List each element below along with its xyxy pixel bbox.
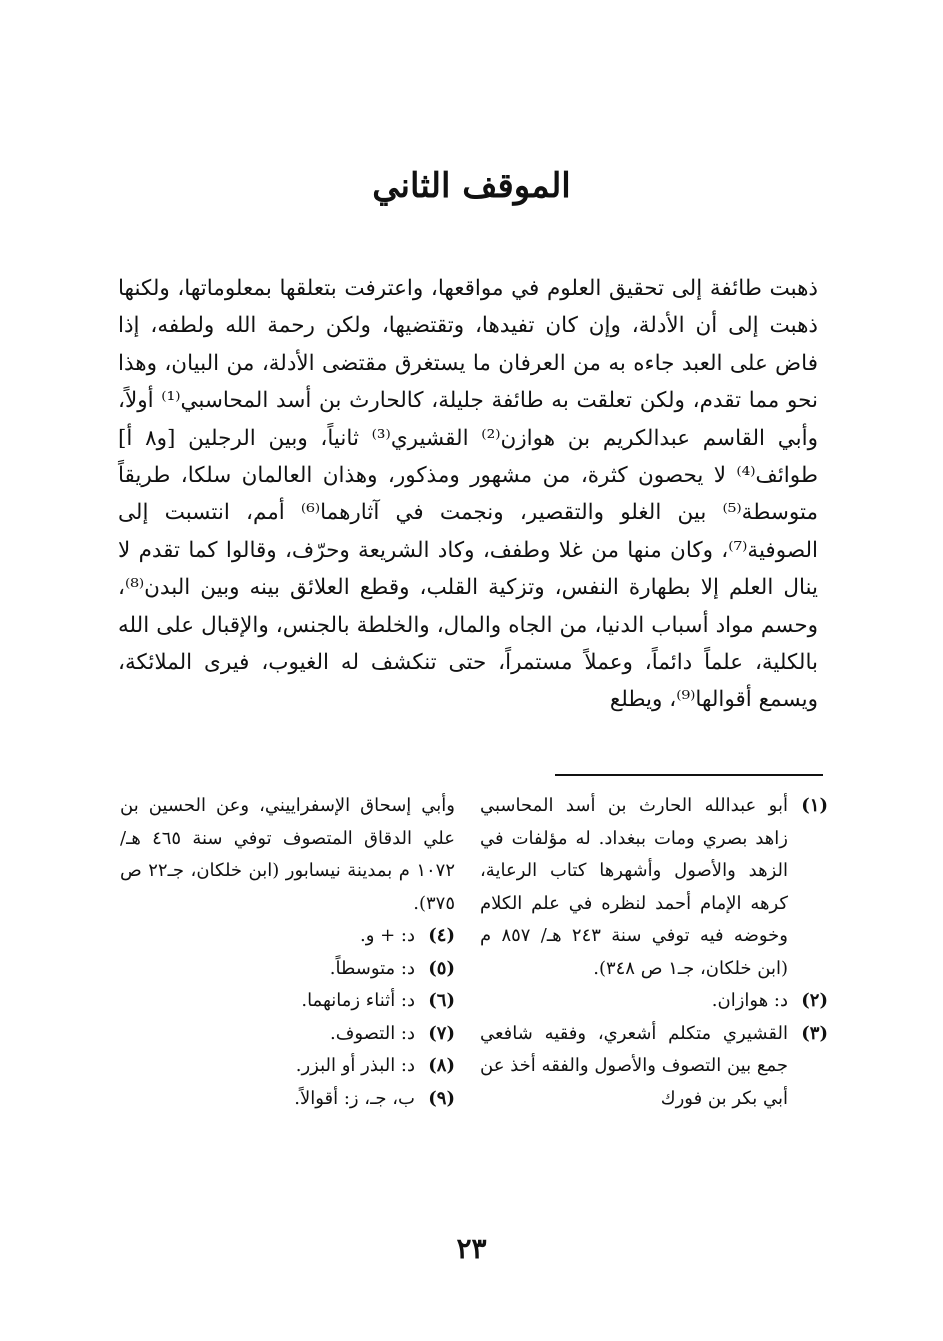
footnote-number: (١) [801, 795, 828, 816]
footnote-text: د: متوسطاً. [329, 957, 415, 979]
footnote-1 [480, 790, 828, 985]
footnote-number: (٢) [801, 990, 828, 1011]
footnote-number: (٦) [428, 990, 455, 1011]
page-number: ٢٣ [456, 1232, 487, 1265]
main-text [118, 270, 818, 719]
footnote-3-continuation: وأبي إسحاق الإسفراييني، وعن الحسين بن علي الدقاق المتصوف توفي سنة ٤٦٥ هـ/ ١٠٧٢ م بمدينة نيسابور (ابن خلكان، جـ٢٢ ص ٣٧٥). [120, 795, 456, 914]
footnote-text: د: هوازان. [711, 990, 788, 1011]
footnote-text: د: + و. [359, 925, 415, 946]
footnote-9 [120, 1083, 455, 1116]
main-paragraph: ذهبت طائفة إلى تحقيق العلوم في مواقعها، واعترفت بتعلقها بمعلوماتها، ولكنها ذهبت إلى أن الأدلة، وإن كان تفيدها، وتقتضيها، ولكن رحمة الله ولطفه، إذا فاض على العبد جاءه به من العرفان ما يستغرق مقتضى الأدلة، من البيان، وهذا نحو مما تقدم، ولكن تعلقت به طائفة جليلة، كالحارث بن أسد المحاسبي⁽¹⁾ أولاً، وأبي القاسم عبدالكريم بن هوازن⁽²⁾ القشيري⁽³⁾ ثانياً، وبين الرجلين [و٨ أ] طوائف⁽⁴⁾ لا يحصون كثرة، من مشهور ومذكور، وهذان العالمان سلكا، طريقاً متوسطة⁽⁵⁾ بين الغلو والتقصير، ونجمت في آثارهما⁽⁶⁾ أمم، انتسبت إلى الصوفية⁽⁷⁾، وكان منها من غلا وطفف، وكاد الشريعة وحرّف، وقالوا كما تقدم لا ينال العلم إلا بطهارة النفس، وتزكية القلب، وقطع العلائق بينه وبين البدن⁽⁸⁾، وحسم مواد أسباب الدنيا، من الجاه والمال، والخلطة بالجنس، والإقبال على الله بالكلية، علماً دائماً، وعملاً مستمراً، حتى تنكشف له الغيوب، فيرى الملائكة، ويسمع أقوالها⁽⁹⁾، ويطلع [118, 276, 819, 713]
footnote-4 [120, 920, 455, 953]
footnote-5 [120, 953, 455, 986]
footnote-number: (٥) [428, 957, 455, 979]
section-title: الموقف الثاني [372, 166, 571, 206]
footnote-text: القشيري متكلم أشعري، وفقيه شافعي جمع بين التصوف والأصول والفقه أخذ عن أبي بكر بن فورك [480, 1022, 788, 1109]
footnote-divider [555, 774, 823, 776]
footnote-7 [120, 1018, 455, 1051]
footnote-number: (٤) [428, 925, 455, 946]
footnote-number: (٨) [428, 1055, 455, 1076]
short-footnotes-list [120, 920, 455, 1115]
footnote-text: د: التصوف. [329, 1022, 415, 1044]
footnotes-right-column [480, 790, 828, 1115]
footnote-number: (٩) [428, 1087, 455, 1109]
footnote-2 [480, 985, 828, 1018]
footnote-number: (٣) [801, 1022, 828, 1044]
footnote-text: ب، جـ، ز: أقوالاً. [294, 1087, 415, 1109]
footnote-6 [120, 985, 455, 1018]
footnote-3 [480, 1018, 828, 1116]
footnote-8 [120, 1050, 455, 1083]
footnote-text: أبو عبدالله الحارث بن أسد المحاسبي زاهد بصري ومات ببغداد. له مؤلفات في الزهد والأصول وأشهرها كتاب الرعاية، كرهه الإمام أحمد لنظره في علم الكلام وخوضه فيه توفي سنة ٢٤٣ هـ/ ٨٥٧ م (ابن خلكان، جـ١ ص ٣٤٨). [480, 795, 788, 979]
footnote-text: د: البذر أو البزر. [295, 1055, 415, 1076]
footnote-number: (٧) [428, 1022, 455, 1044]
footnote-text: د: أثناء زمانهما. [301, 990, 415, 1011]
footnotes-left-column [120, 790, 455, 1115]
